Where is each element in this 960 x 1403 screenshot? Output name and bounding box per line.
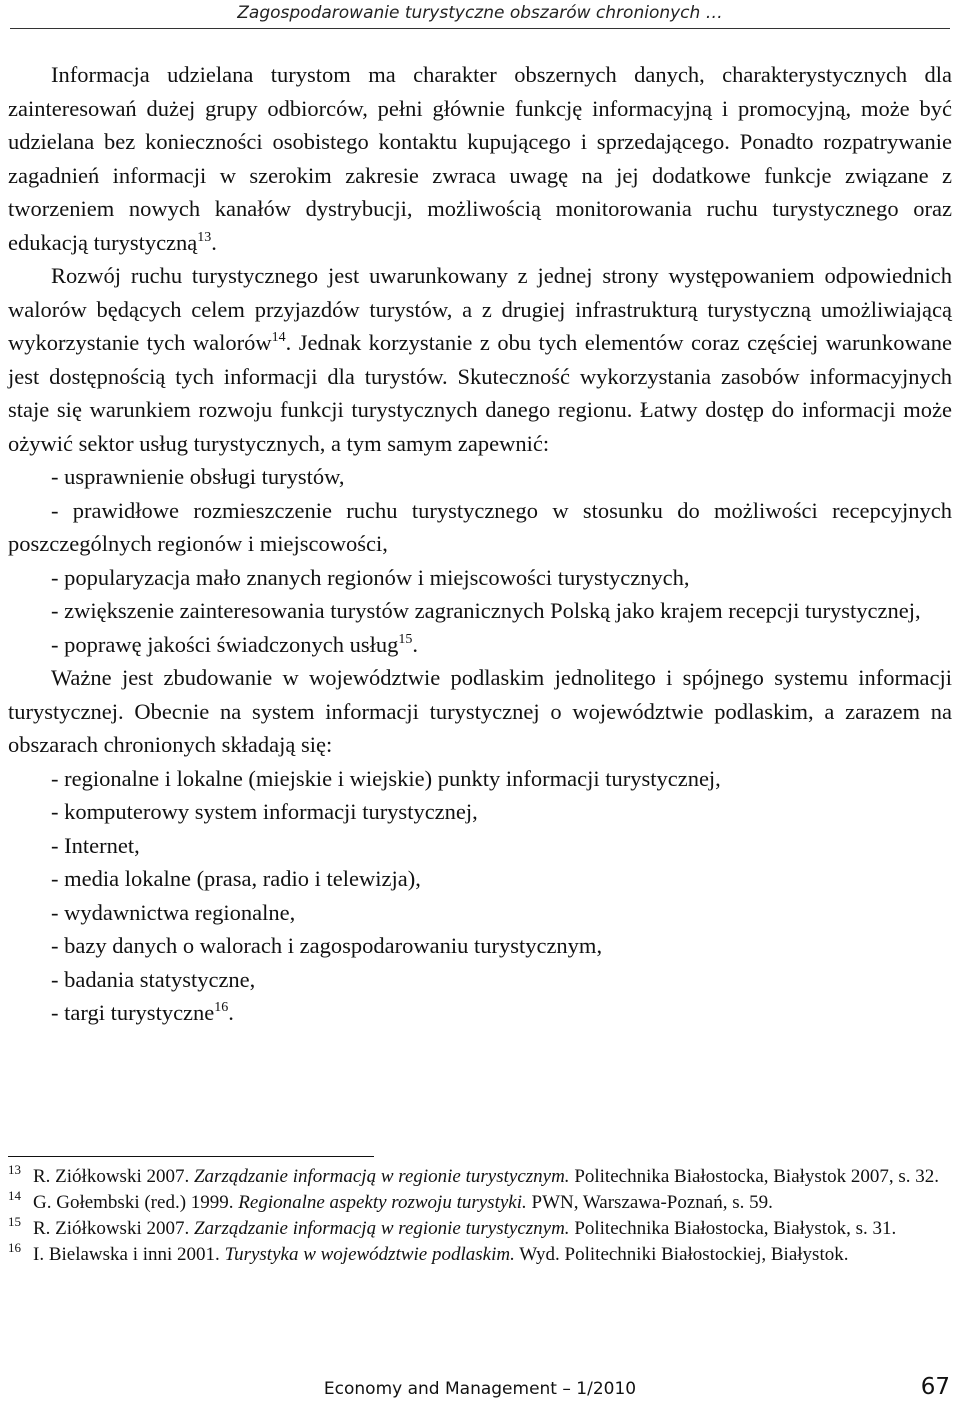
- list-item-end: .: [412, 631, 419, 657]
- list-item: - komputerowy system informacji turystycznej,: [51, 799, 478, 824]
- footnote-14: [8, 1190, 952, 1216]
- footnotes: [8, 1164, 952, 1268]
- footnote-publisher: Wyd. Politechniki Białostockiej, Białystok.: [514, 1244, 849, 1265]
- paragraph-3: Ważne jest zbudowanie w województwie podlaskim jednolitego i spójnego systemu informacji turystycznej. Obecnie na system informacji turystycznej o województwie podlaskim, a zarazem na obszarach chronionych składają się:: [8, 665, 952, 757]
- paragraph-2-text-cont: . Jednak korzystanie z obu tych elementów coraz częściej warunkowane jest dostępnością tych informacji dla turystów. Skuteczność wykorzystania zasobów informacyjnych staje się warunkiem rozwoju funkcji turystycznych danego regionu. Łatwy dostęp do informacji może ożywić sektor usług turystycznych, a tym samym zapewnić:: [8, 330, 952, 456]
- footnote-13: [8, 1164, 952, 1190]
- footnote-number: 13: [8, 1162, 21, 1177]
- header-rule: [10, 28, 950, 29]
- paragraph-1-text: Informacja udzielana turystom ma charakter obszernych danych, charakterystycznych dla zainteresowań dużej grupy odbiorców, pełni głównie funkcję informacyjną i promocyjną, może być udzielana bez konieczności osobistego kontaktu kupującego i sprzedającego. Ponadto rozpatrywanie zagadnień informacji w szerokim zakresie zwraca uwagę na jej dodatkowe funkcje związane z tworzeniem nowych kanałów dystrybucji, możliwością monitorowania ruchu turystycznego oraz edukacją turystyczną: [8, 62, 952, 255]
- footnote-16: [8, 1242, 952, 1268]
- journal-name: Economy and Management – 1/2010: [323, 1379, 637, 1399]
- footnote-title: Regionalne aspekty rozwoju turystyki.: [238, 1192, 527, 1213]
- footnote-ref-13[interactable]: 13: [197, 229, 212, 245]
- list-item: - popularyzacja mało znanych regionów i miejscowości turystycznych,: [51, 564, 690, 590]
- paragraph-2: [8, 259, 952, 460]
- footnote-ref-16[interactable]: 16: [214, 1000, 229, 1015]
- footnote-number: 16: [8, 1240, 21, 1255]
- footnote-title: Zarządzanie informacją w regionie turystycznym.: [193, 1218, 570, 1239]
- list-item: - Internet,: [51, 832, 140, 858]
- running-header: Zagospodarowanie turystyczne obszarów chronionych …: [237, 3, 723, 23]
- footnote-title: Zarządzanie informacją w regionie turystycznym.: [193, 1166, 570, 1187]
- benefits-list: [8, 460, 952, 661]
- list-item: - prawidłowe rozmieszczenie ruchu turystycznego w stosunku do możliwości recepcyjnych poszczególnych regionów i miejscowości,: [8, 497, 952, 556]
- footnote-number: 14: [8, 1188, 21, 1203]
- page-number: 67: [920, 1374, 950, 1400]
- list-item-text: - poprawę jakości świadczonych usług: [51, 631, 399, 657]
- list-item: - wydawnictwa regionalne,: [51, 899, 296, 925]
- footnote-author: G. Gołembski (red.) 1999.: [33, 1192, 239, 1213]
- footnote-author: I. Bielawska i inni 2001.: [33, 1244, 225, 1265]
- footnote-publisher: Politechnika Białostocka, Białystok 2007, s. 32.: [569, 1166, 939, 1187]
- footnote-author: R. Ziółkowski 2007.: [33, 1166, 194, 1187]
- list-item: - badania statystyczne,: [51, 966, 256, 992]
- list-item: [8, 996, 952, 1030]
- paragraph-1-end: .: [211, 229, 217, 255]
- list-item-end: .: [228, 1000, 234, 1025]
- page-footer: [0, 1376, 960, 1400]
- list-item: [8, 628, 952, 662]
- footnote-number: 15: [8, 1214, 21, 1229]
- footnote-publisher: Politechnika Białostocka, Białystok, s. 31.: [569, 1218, 897, 1239]
- footnote-ref-15[interactable]: 15: [398, 631, 413, 647]
- paragraph-1: [8, 58, 952, 259]
- footnote-15: [8, 1216, 952, 1242]
- body-text: [8, 58, 952, 1030]
- paragraph-2-text: Rozwój ruchu turystycznego jest uwarunkowany z jednej strony występowaniem odpowiednich walorów będących celem przyjazdów turystów, a z drugiej infrastrukturą turystyczną umożliwiającą wykorzystanie tych walorów: [8, 263, 952, 355]
- list-item: - bazy danych o walorach i zagospodarowaniu turystycznym,: [51, 933, 603, 958]
- footnote-author: R. Ziółkowski 2007.: [33, 1218, 194, 1239]
- footnote-publisher: PWN, Warszawa-Poznań, s. 59.: [526, 1192, 773, 1213]
- list-item: - regionalne i lokalne (miejskie i wiejskie) punkty informacji turystycznej,: [51, 765, 721, 791]
- list-item-text: - targi turystyczne: [51, 1000, 215, 1025]
- list-item: - usprawnienie obsługi turystów,: [51, 464, 345, 489]
- footnote-rule: [8, 1156, 374, 1157]
- system-components-list: [8, 762, 952, 1030]
- footnote-title: Turystyka w województwie podlaskim.: [224, 1244, 515, 1265]
- list-item: - zwiększenie zainteresowania turystów zagranicznych Polską jako krajem recepcji turystycznej,: [51, 598, 921, 623]
- list-item: - media lokalne (prasa, radio i telewizja),: [51, 866, 421, 891]
- footnote-ref-14[interactable]: 14: [271, 330, 286, 345]
